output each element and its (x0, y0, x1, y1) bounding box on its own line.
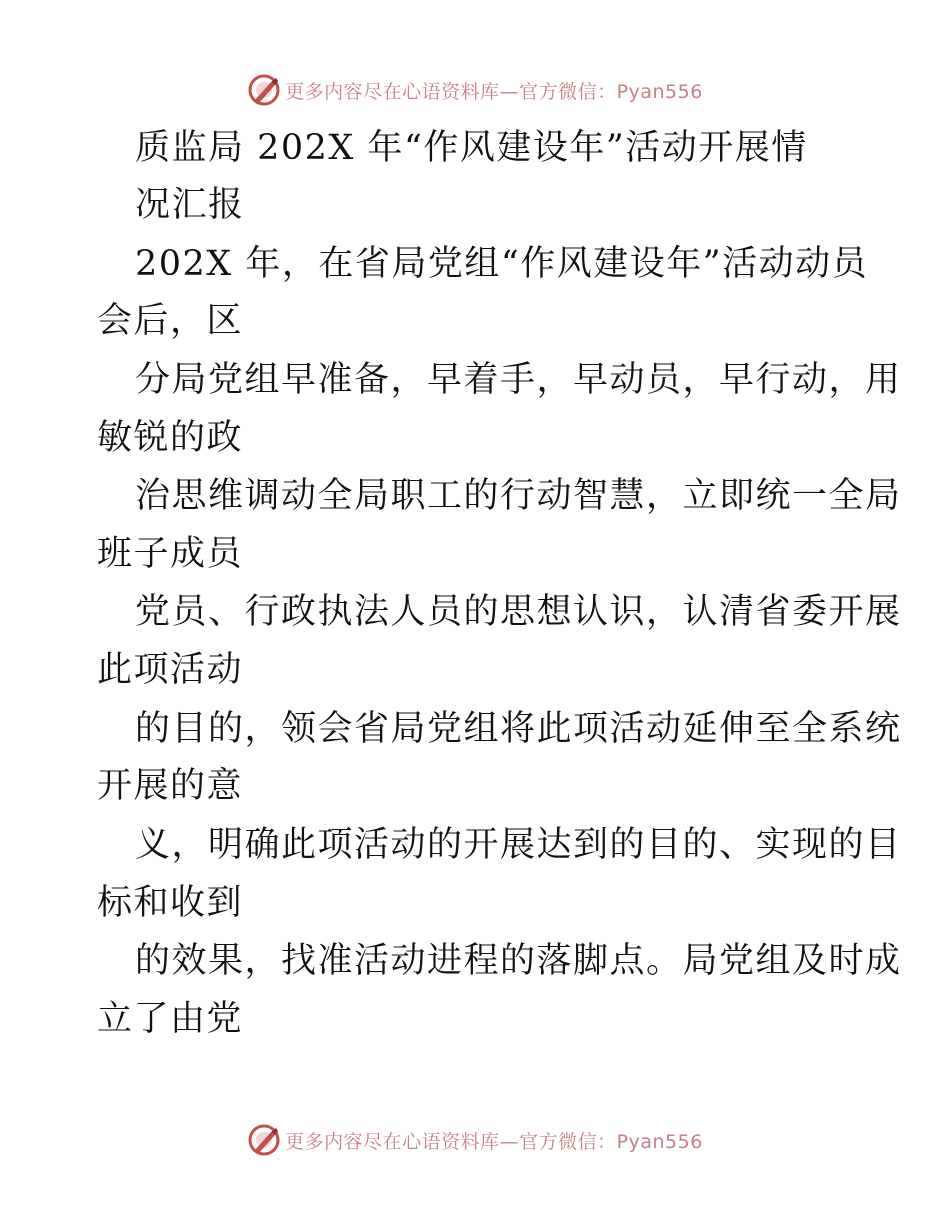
watermark-text: 更多内容尽在心语资料库—官方微信：Pyan556 (285, 80, 703, 103)
body-line: 此项活动 (97, 650, 244, 690)
body-line: 会后，区 (97, 301, 244, 341)
body-line: 党员、行政执法人员的思想认识，认清省委开展 (135, 592, 902, 632)
body-line: 分局党组早准备，早着手，早动员，早行动，用 (135, 360, 902, 400)
body-line: 班子成员 (97, 534, 244, 574)
body-line: 的目的，领会省局党组将此项活动延伸至全系统 (135, 709, 902, 749)
body-line: 开展的意 (97, 766, 244, 806)
footer-watermark (0, 1120, 950, 1160)
title-line-1: 质监局 202X 年“作风建设年”活动开展情 (135, 128, 808, 168)
pen-logo-icon (247, 73, 281, 107)
header-watermark (0, 70, 950, 110)
body-line: 立了由党 (97, 999, 244, 1039)
body-line: 的效果，找准活动进程的落脚点。局党组及时成 (135, 941, 902, 981)
watermark-text: 更多内容尽在心语资料库—官方微信：Pyan556 (285, 1130, 703, 1153)
title-line-2: 况汇报 (135, 185, 245, 225)
pen-logo-icon (247, 1123, 281, 1157)
body-line: 202X 年，在省局党组“作风建设年”活动动员 (135, 244, 869, 284)
body-line: 标和收到 (97, 883, 244, 923)
body-line: 敏锐的政 (97, 418, 244, 458)
body-line: 义，明确此项活动的开展达到的目的、实现的目 (135, 825, 902, 865)
body-line: 治思维调动全局职工的行动智慧，立即统一全局 (135, 476, 902, 516)
